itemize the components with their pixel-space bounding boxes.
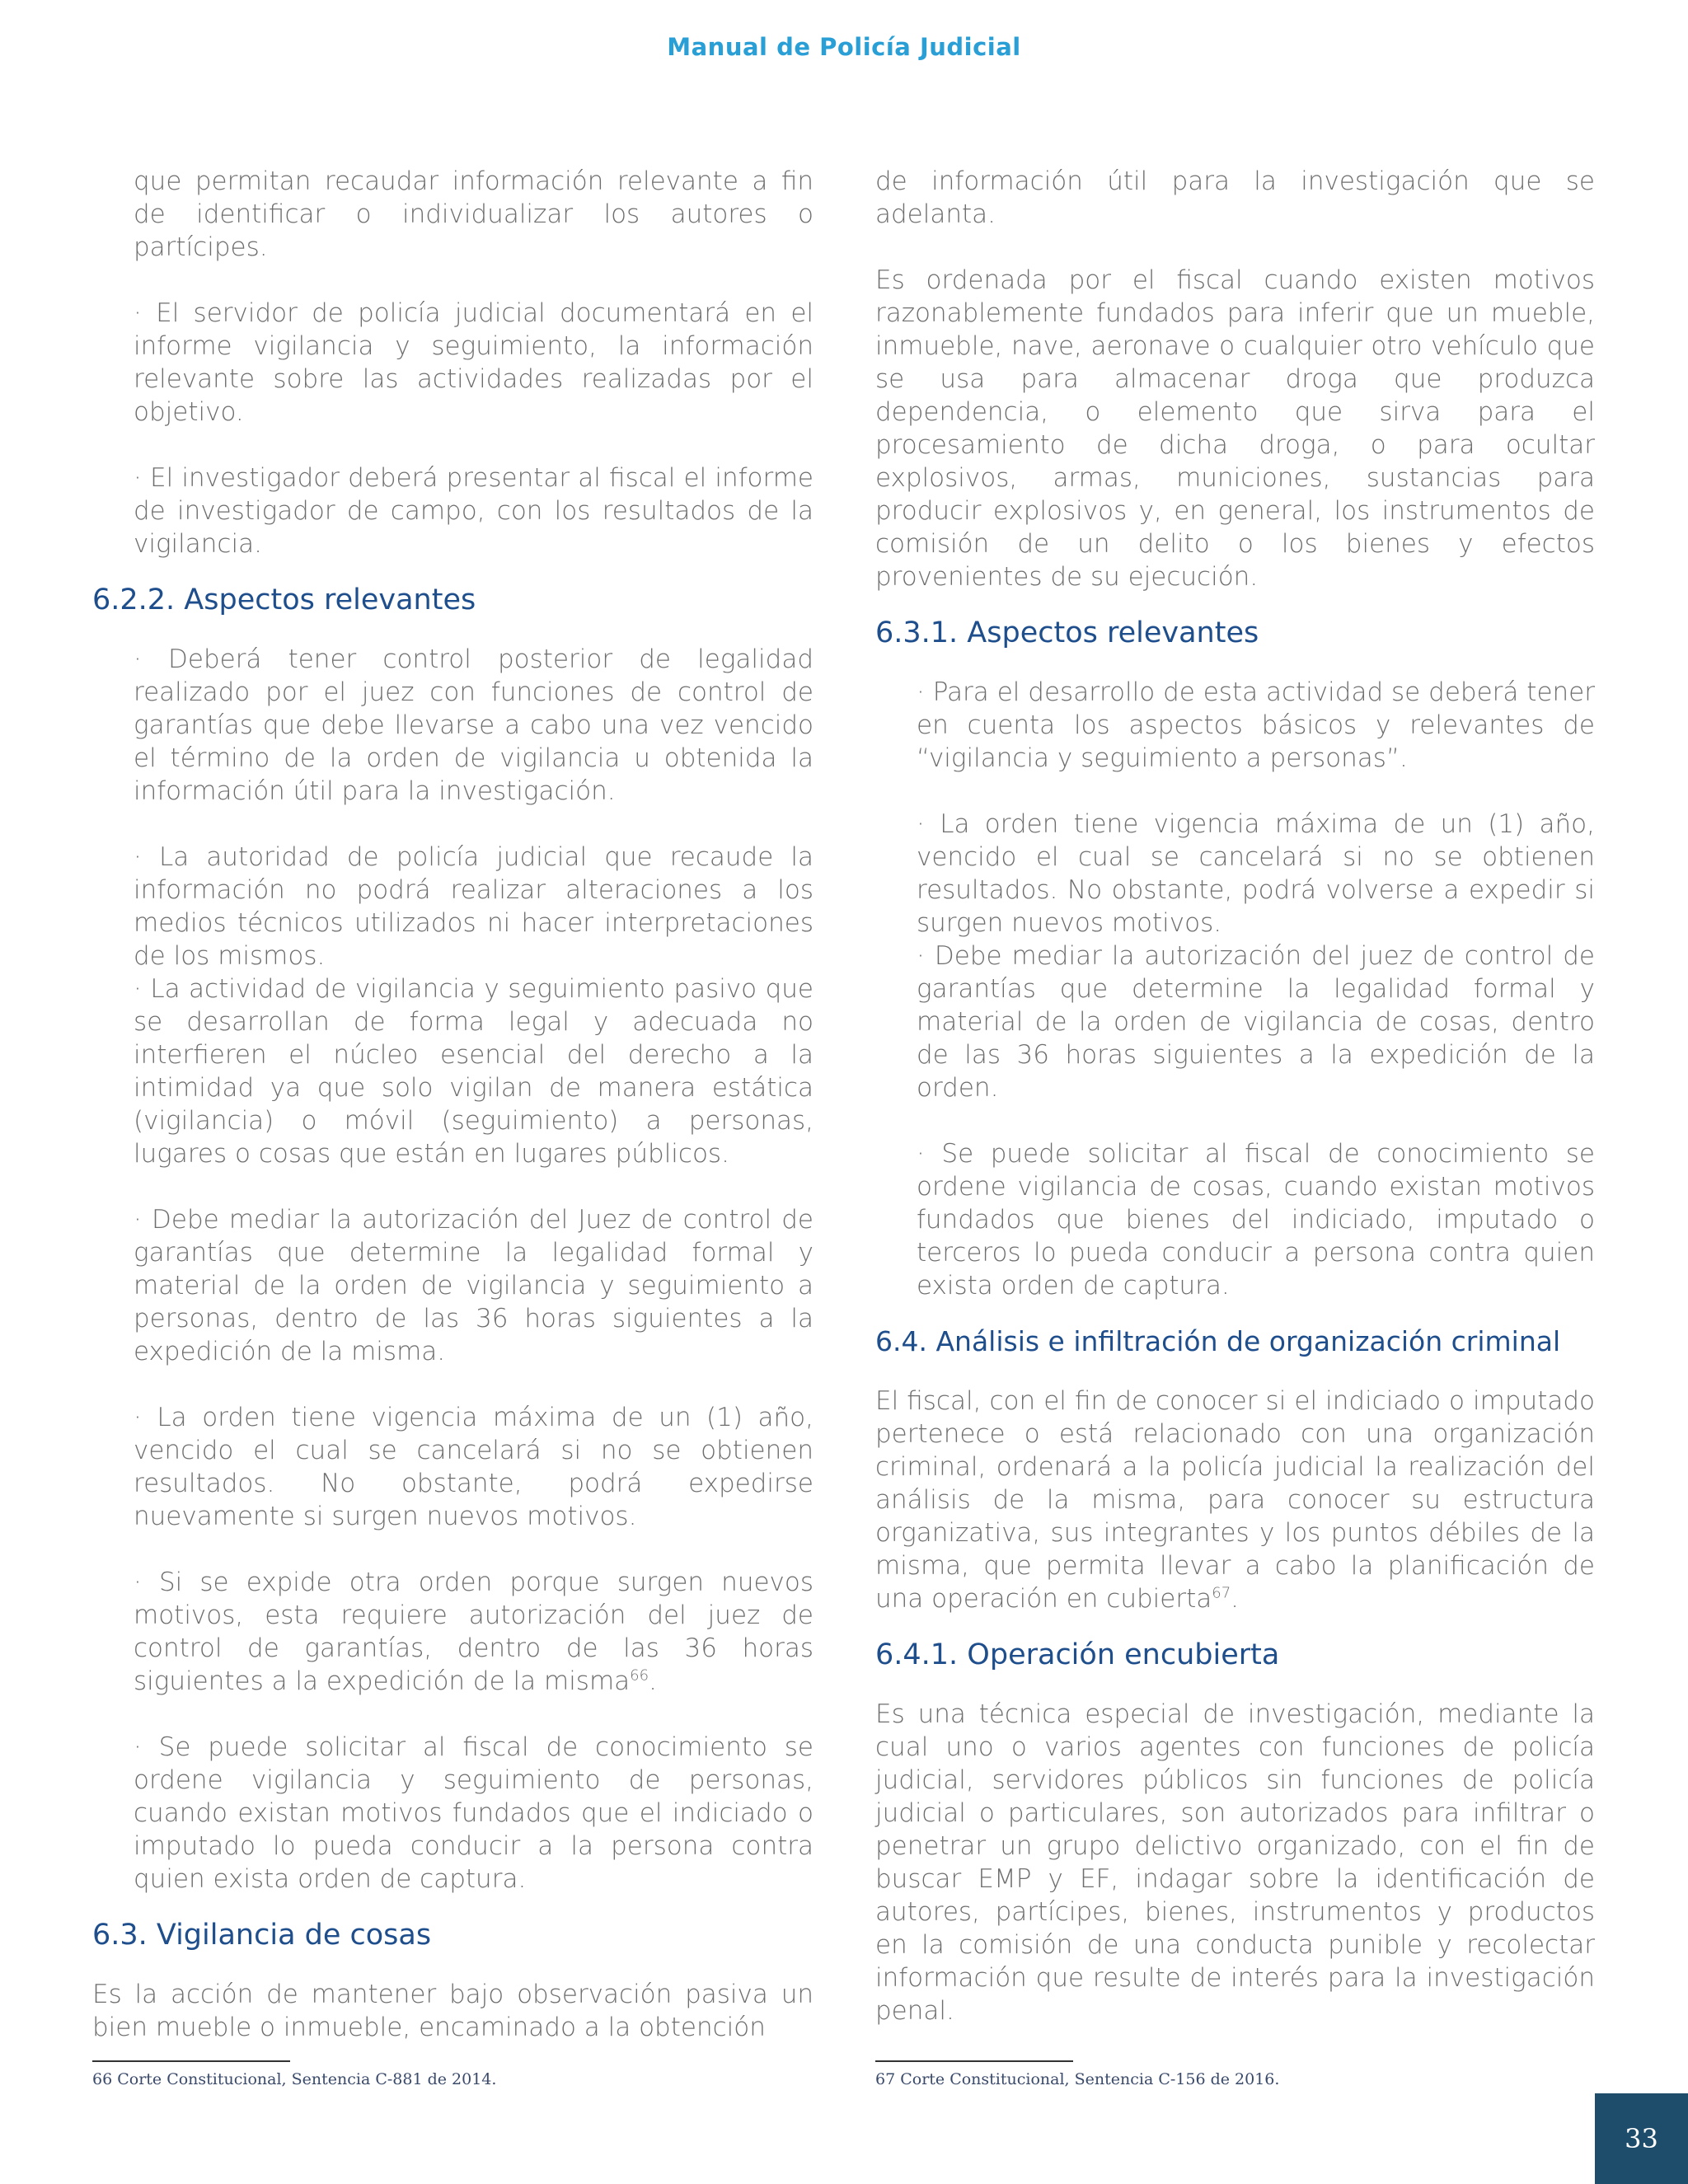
bullet-item: · Deberá tener control posterior de legalidad realizado por el juez con funciones de control de garantías que debe llevarse a cabo una vez vencido el término de la orden de vigilancia u obtenida la información útil para la investigación. (134, 644, 814, 806)
paragraph: Es una técnica especial de investigación, mediante la cual uno o varios agentes con funciones de policía judicial, servidores públicos sin funciones de policía judicial o particulares, son autorizados para infiltrar o penetrar un grupo delictivo organizado, con el fin de buscar EMP y EF, indagar sobre la identificación de autores, partícipes, bienes, instrumentos y productos en la comisión de una conducta punible y recolectar información que resulte de interés para la investigación penal. (875, 1699, 1595, 2026)
footnote-divider (92, 2060, 290, 2062)
bullet-item: · El investigador deberá presentar al fiscal el informe de investigador de campo, con los resultados de la vigilancia. (134, 463, 814, 559)
bullet-item: · Se puede solicitar al fiscal de conocimiento se ordene vigilancia y seguimiento de personas, cuando existan motivos fundados que el indiciado o imputado lo pueda conducir a la persona contra quien exista orden de captura. (134, 1732, 814, 1894)
paragraph: de información útil para la investigación que se adelanta. (875, 166, 1595, 229)
footnote-ref: 66 (630, 1666, 649, 1685)
bullet-item: · Debe mediar la autorización del Juez de control de garantías que determine la legalidad formal y material de la orden de vigilancia y seguimiento a personas, dentro de las 36 horas siguientes a la expedición de la misma. (134, 1205, 814, 1366)
page-number: 33 (1595, 2093, 1688, 2184)
section-heading: 6.4.1. Operación encubierta (875, 1638, 1280, 1671)
bullet-item: · Para el desarrollo de esta actividad se deberá tener en cuenta los aspectos básicos y relevantes de “vigilancia y seguimiento a personas”. (917, 677, 1595, 773)
bullet-item: · El servidor de policía judicial documentará en el informe vigilancia y seguimiento, la información relevante sobre las actividades realizadas por el objetivo. (134, 298, 814, 427)
bullet-item (92, 1566, 814, 1698)
bullet-item: · La actividad de vigilancia y seguimiento pasivo que se desarrollan de forma legal y adecuada no interfieren el núcleo esencial del derecho a la intimidad ya que solo vigilan de manera estática (vigilancia) o móvil (seguimiento) a personas, lugares o cosas que están en lugares públicos. (134, 974, 814, 1169)
paragraph-text-end: . (1231, 1584, 1240, 1614)
footnote-ref: 67 (1212, 1584, 1231, 1602)
section-heading: 6.4. Análisis e infiltración de organización criminal (875, 1325, 1561, 1357)
paragraph: Es ordenada por el fiscal cuando existen motivos razonablemente fundados para inferir que un mueble, inmueble, nave, aeronave o cualquier otro vehículo que se usa para almacenar droga que produzca dependencia, o elemento que sirva para el procesamiento de dicha droga, o para ocultar explosivos, armas, municiones, sustancias para producir explosivos y, en general, los instrumentos de comisión de un delito o los bienes y efectos provenientes de su ejecución. (875, 265, 1595, 592)
paragraph: que permitan recaudar información relevante a fin de identificar o individualizar los autores o partícipes. (134, 166, 814, 262)
bullet-item: · La autoridad de policía judicial que recaude la información no podrá realizar alteraciones a los medios técnicos utilizados ni hacer interpretaciones de los mismos. (134, 842, 814, 971)
paragraph (875, 1385, 1595, 1615)
paragraph-text: El fiscal, con el fin de conocer si el indiciado o imputado pertenece o está relacionado con una organización criminal, ordenará a la policía judicial la realización del análisis de la misma, para conocer su estructura organizativa, sus integrantes y los puntos débiles de la misma, que permita llevar a cabo la planificación de una operación en cubierta (875, 1386, 1595, 1614)
bullet-item: · Debe mediar la autorización del juez de control de garantías que determine la legalidad formal y material de la orden de vigilancia de cosas, dentro de las 36 horas siguientes a la expedición de la orden. (917, 941, 1595, 1103)
paragraph: Es la acción de mantener bajo observación pasiva un bien mueble o inmueble, encaminado a la obtención (92, 1980, 814, 2042)
footnote-67: 67 Corte Constitucional, Sentencia C-156 de 2016. (875, 2070, 1280, 2088)
bullet-item: · Se puede solicitar al fiscal de conocimiento se ordene vigilancia de cosas, cuando existan motivos fundados que bienes del indiciado, imputado o terceros lo pueda conducir a persona contra quien exista orden de captura. (917, 1139, 1595, 1301)
bullet-item: · La orden tiene vigencia máxima de un (1) año, vencido el cual se cancelará si no se obtienen resultados. No obstante, podrá expedirse nuevamente si surgen nuevos motivos. (134, 1403, 814, 1531)
section-heading: 6.2.2. Aspectos relevantes (92, 583, 476, 616)
bullet-item: · La orden tiene vigencia máxima de un (1) año, vencido el cual se cancelará si no se obtienen resultados. No obstante, podrá volverse a expedir si surgen nuevos motivos. (917, 809, 1595, 938)
section-heading: 6.3.1. Aspectos relevantes (875, 616, 1259, 649)
right-column (875, 165, 1595, 2027)
left-column (92, 165, 814, 2044)
running-header: Manual de Policía Judicial (667, 33, 1021, 61)
section-heading: 6.3. Vigilancia de cosas (92, 1919, 432, 1952)
footnote-66: 66 Corte Constitucional, Sentencia C-881 de 2014. (92, 2070, 497, 2088)
footnote-divider (875, 2060, 1073, 2062)
bullet-text-end: . (649, 1666, 657, 1696)
bullet-text: · Si se expide otra orden porque surgen nuevos motivos, esta requiere autorización del juez de control de garantías, dentro de las 36 horas siguientes a la expedición de la misma (134, 1568, 814, 1696)
